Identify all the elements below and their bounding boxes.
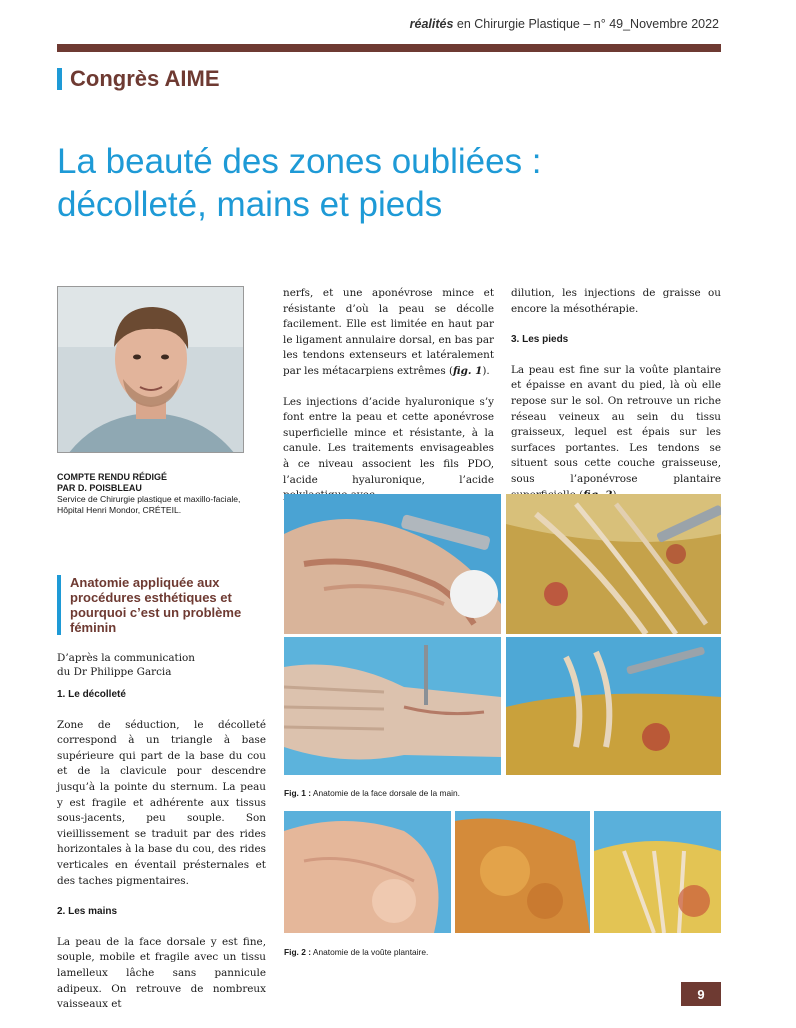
title-line-2: décolleté, mains et pieds bbox=[57, 185, 443, 224]
text-mains-end: ). bbox=[482, 364, 490, 377]
fig2-caption-text: Anatomie de la voûte plantaire. bbox=[311, 947, 429, 957]
subsection-heading: Anatomie appliquée aux procédures esthétiques et pourquoi c’est un problème féminin bbox=[57, 575, 280, 635]
text-mains-cont: nerfs, et une aponévrose mince et résistante d’où la peau se décolle facilement. Elle est limitée en haut par le ligament annulaire dorsal, en bas par les tendons extenseurs et latéralement par les métacarpiens extrêmes ( bbox=[283, 287, 494, 377]
paragraph-dilution: dilution, les injections de graisse ou encore la mésothérapie. bbox=[511, 287, 721, 315]
fig1-image-tendons bbox=[506, 494, 721, 634]
section-label bbox=[57, 66, 220, 92]
column-3 bbox=[511, 286, 721, 518]
section-marker bbox=[57, 68, 62, 90]
author-photo bbox=[57, 286, 244, 453]
fig2-image-sole bbox=[284, 811, 451, 933]
column-1 bbox=[57, 651, 266, 1028]
fig1-image-hand-dissection-top bbox=[284, 494, 501, 634]
author-line-2: PAR D. POISBLEAU bbox=[57, 483, 142, 493]
source-line-2: du Dr Philippe Garcia bbox=[57, 666, 172, 678]
fig1-caption-text: Anatomie de la face dorsale de la main. bbox=[311, 788, 460, 798]
fig1-image-forearm-dissection bbox=[506, 637, 721, 775]
paragraph-mains: La peau de la face dorsale y est fine, souple, mobile et fragile avec un tissu lamelleux lâche sans pannicule adipeux. On retrouve de nombreux vaisseaux et bbox=[57, 935, 266, 1011]
author-affiliation-1: Service de Chirurgie plastique et maxillo-faciale, bbox=[57, 494, 241, 504]
heading-pieds: 3. Les pieds bbox=[511, 334, 569, 346]
author-affiliation-2: Hôpital Henri Mondor, CRÉTEIL. bbox=[57, 505, 182, 515]
fig2-caption bbox=[284, 947, 721, 957]
author-block bbox=[57, 472, 257, 516]
paragraph-mains-cont bbox=[283, 286, 494, 380]
text-pieds: La peau est fine sur la voûte plantaire et épaisse en avant du pied, là où elle repose sur le sol. On retrouve un riche réseau veineux au sein du tissu graisseux, lequel est épais sur les surfaces portantes. Les tendons se situent sous cette couche graisseuse, sous l’aponévrose plantaire bbox=[511, 363, 721, 485]
fig2-image-plantar-aponeurosis bbox=[594, 811, 721, 933]
fig2-image-plantar-fat bbox=[455, 811, 590, 933]
fig1-caption bbox=[284, 788, 721, 798]
paragraph-decollete: Zone de séduction, le décolleté correspond à un triangle à base supérieure qui part de la base du cou et de la clavicule pour descendre jusqu’à la pointe du sternum. La peau y est fragile et adhérente aux tissus sous-jacents, peu souple. Son vieillissement se traduit par des rides horizontales à la base du cou, des rides verticales en éventail présternales et des taches pigmentaires. bbox=[57, 718, 266, 887]
author-line-1: COMPTE RENDU RÉDIGÉ bbox=[57, 472, 168, 482]
article-title bbox=[57, 140, 737, 226]
heading-mains: 2. Les mains bbox=[57, 906, 118, 918]
section-title: Congrès AIME bbox=[70, 66, 220, 91]
journal-name: réalités bbox=[409, 17, 454, 31]
journal-header bbox=[410, 17, 719, 31]
fig1-ref: fig. 1 bbox=[453, 364, 483, 377]
author-portrait-image bbox=[58, 287, 244, 453]
fig2-caption-label: Fig. 2 : bbox=[284, 947, 311, 957]
paragraph-injections: Les injections d’acide hyaluronique s’y font entre la peau et cette aponévrose superficielle mince et résistante, à la canule. Les traitements envisageables à ce niveau associent les fils PDO, l’acide hyaluronique, l’acide bbox=[283, 395, 494, 486]
heading-decollete: 1. Le décolleté bbox=[57, 689, 126, 700]
header-rule bbox=[57, 44, 721, 52]
page-number: 9 bbox=[681, 982, 721, 1006]
source-credit bbox=[57, 651, 266, 679]
fig1-caption-label: Fig. 1 : bbox=[284, 788, 311, 798]
column-2 bbox=[283, 286, 494, 519]
title-line-1: La beauté des zones oubliées : bbox=[57, 142, 542, 181]
fig1-image-hand-dorsal bbox=[284, 637, 501, 775]
paragraph-pieds bbox=[511, 363, 721, 503]
journal-issue: en Chirurgie Plastique – n° 49_Novembre 2022 bbox=[453, 17, 719, 31]
source-line-1: D’après la communication bbox=[57, 652, 196, 664]
